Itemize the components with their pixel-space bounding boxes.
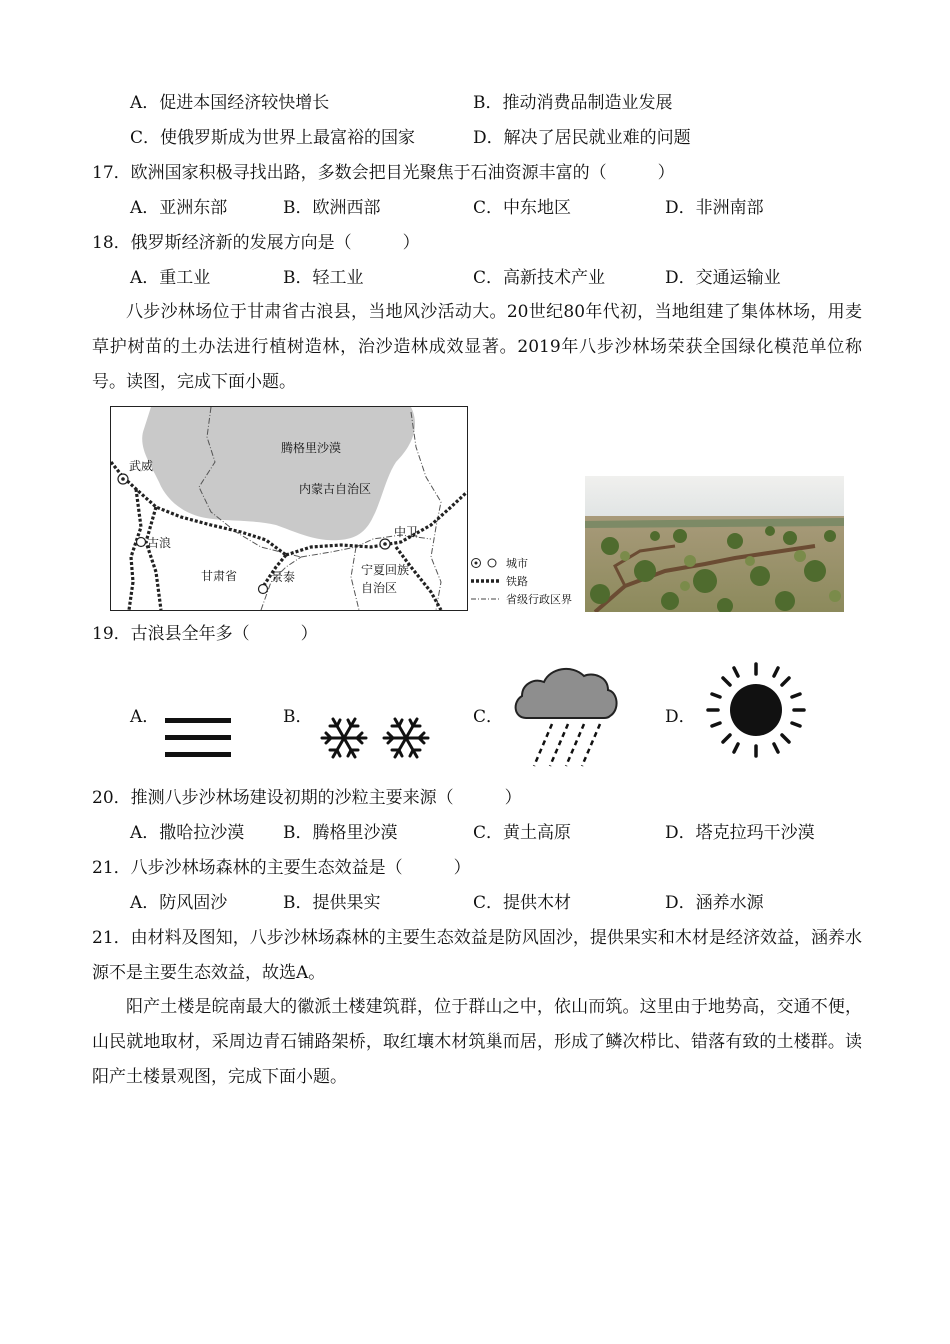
q21-option-a[interactable]: A．防风固沙 xyxy=(130,893,228,913)
location-map xyxy=(110,406,468,611)
legend-boundary xyxy=(470,590,572,608)
passage-babusha: 八步沙林场位于甘肃省古浪县，当地风沙活动大。20世纪80年代初，当地组建了集体林场，用麦草护树苗的土办法进行植树造林，治沙造林成效显著。2019年八步沙林场荣获全国绿化模范单位称号。读图，完成下面小题。 xyxy=(92,302,862,392)
boundary-symbol-icon xyxy=(470,593,500,605)
answer-21: 21．由材料及图知，八步沙林场森林的主要生态效益是防风固沙，提供果实和木材是经济效益，涵养水源不是主要生态效益，故选A。 xyxy=(92,928,862,983)
q21-stem: 21．八步沙林场森林的主要生态效益是（ ） xyxy=(92,858,471,878)
q19-option-a[interactable]: A． xyxy=(130,707,160,727)
boundary-line-5 xyxy=(351,547,359,610)
q20-option-d[interactable]: D．塔克拉玛干沙漠 xyxy=(665,823,815,843)
q18-stem: 18．俄罗斯经济新的发展方向是（ ） xyxy=(92,233,420,253)
q17-stem: 17．欧洲国家积极寻找出路，多数会把目光聚焦于石油资源丰富的（ ） xyxy=(92,163,675,183)
legend-city xyxy=(470,554,572,572)
sun-icon xyxy=(704,660,808,760)
q21-option-c[interactable]: C．提供木材 xyxy=(473,893,572,913)
legend-boundary-label: 省级行政区界 xyxy=(506,593,572,606)
map-label-zhongwei: 中卫 xyxy=(394,525,419,539)
legend-railway-label: 铁路 xyxy=(506,575,528,588)
city-symbol-icon xyxy=(470,557,500,569)
map-label-ningxia-1: 宁夏回族 xyxy=(361,563,410,577)
map-label-ningxia-2: 自治区 xyxy=(361,581,398,595)
q18-option-d[interactable]: D．交通运输业 xyxy=(665,268,781,288)
map-label-wuwei: 武威 xyxy=(129,459,154,473)
railway-symbol-icon xyxy=(470,575,500,587)
q19-option-c[interactable]: C． xyxy=(473,707,504,727)
passage-yangchan: 阳产土楼是皖南最大的徽派土楼建筑群，位于群山之中，依山而筑。这里由于地势高，交通不便，山民就地取材，采周边青石铺路架桥，取红壤木材筑巢而居，形成了鳞次栉比、错落有致的土楼群。读阳产土楼景观图，完成下面小题。 xyxy=(92,997,862,1087)
tengger-desert-area xyxy=(142,407,415,540)
q16-option-b[interactable]: B．推动消费品制造业发展 xyxy=(473,93,673,113)
q20-stem: 20．推测八步沙林场建设初期的沙粒主要来源（ ） xyxy=(92,788,522,808)
forest-farm-photo-graphic xyxy=(585,476,844,612)
q20-option-b[interactable]: B．腾格里沙漠 xyxy=(283,823,398,843)
q17-option-a[interactable]: A．亚洲东部 xyxy=(130,198,228,218)
q17-option-c[interactable]: C．中东地区 xyxy=(473,198,572,218)
q16-option-c[interactable]: C．使俄罗斯成为世界上最富裕的国家 xyxy=(130,128,416,148)
q16-option-a[interactable]: A．促进本国经济较快增长 xyxy=(130,93,330,113)
railway-south xyxy=(146,507,161,610)
gulang-city-marker xyxy=(137,538,146,547)
railway-ningxia xyxy=(396,547,441,610)
legend-railway xyxy=(470,572,572,590)
boundary-line-2 xyxy=(411,412,441,610)
map-label-gansu: 甘肃省 xyxy=(201,569,238,583)
jingtai-city-marker xyxy=(259,585,268,594)
q16-option-d[interactable]: D．解决了居民就业难的问题 xyxy=(473,128,691,148)
q19-stem: 19．古浪县全年多（ ） xyxy=(92,624,318,644)
q19-option-d[interactable]: D． xyxy=(665,707,696,727)
forest-farm-photo xyxy=(585,476,844,612)
map-label-inner-mongolia: 内蒙古自治区 xyxy=(299,482,372,496)
map-label-tengger: 腾格里沙漠 xyxy=(281,441,342,455)
railway-gulang xyxy=(129,489,141,610)
map-label-gulang: 古浪 xyxy=(147,536,172,550)
snow-icon xyxy=(318,712,433,764)
map-legend xyxy=(470,554,572,608)
q21-option-d[interactable]: D．涵养水源 xyxy=(665,893,764,913)
q18-option-b[interactable]: B．轻工业 xyxy=(283,268,364,288)
q20-option-c[interactable]: C．黄土高原 xyxy=(473,823,572,843)
q21-option-b[interactable]: B．提供果实 xyxy=(283,893,381,913)
q18-option-c[interactable]: C．高新技术产业 xyxy=(473,268,606,288)
q20-option-a[interactable]: A．撒哈拉沙漠 xyxy=(130,823,245,843)
q17-option-d[interactable]: D．非洲南部 xyxy=(665,198,764,218)
q18-option-a[interactable]: A．重工业 xyxy=(130,268,211,288)
q19-option-b[interactable]: B． xyxy=(283,707,313,727)
map-label-jingtai: 景泰 xyxy=(271,570,296,584)
q17-option-b[interactable]: B．欧洲西部 xyxy=(283,198,381,218)
fog-icon xyxy=(165,716,233,764)
rain-icon xyxy=(512,662,620,772)
legend-city-label: 城市 xyxy=(506,557,528,570)
